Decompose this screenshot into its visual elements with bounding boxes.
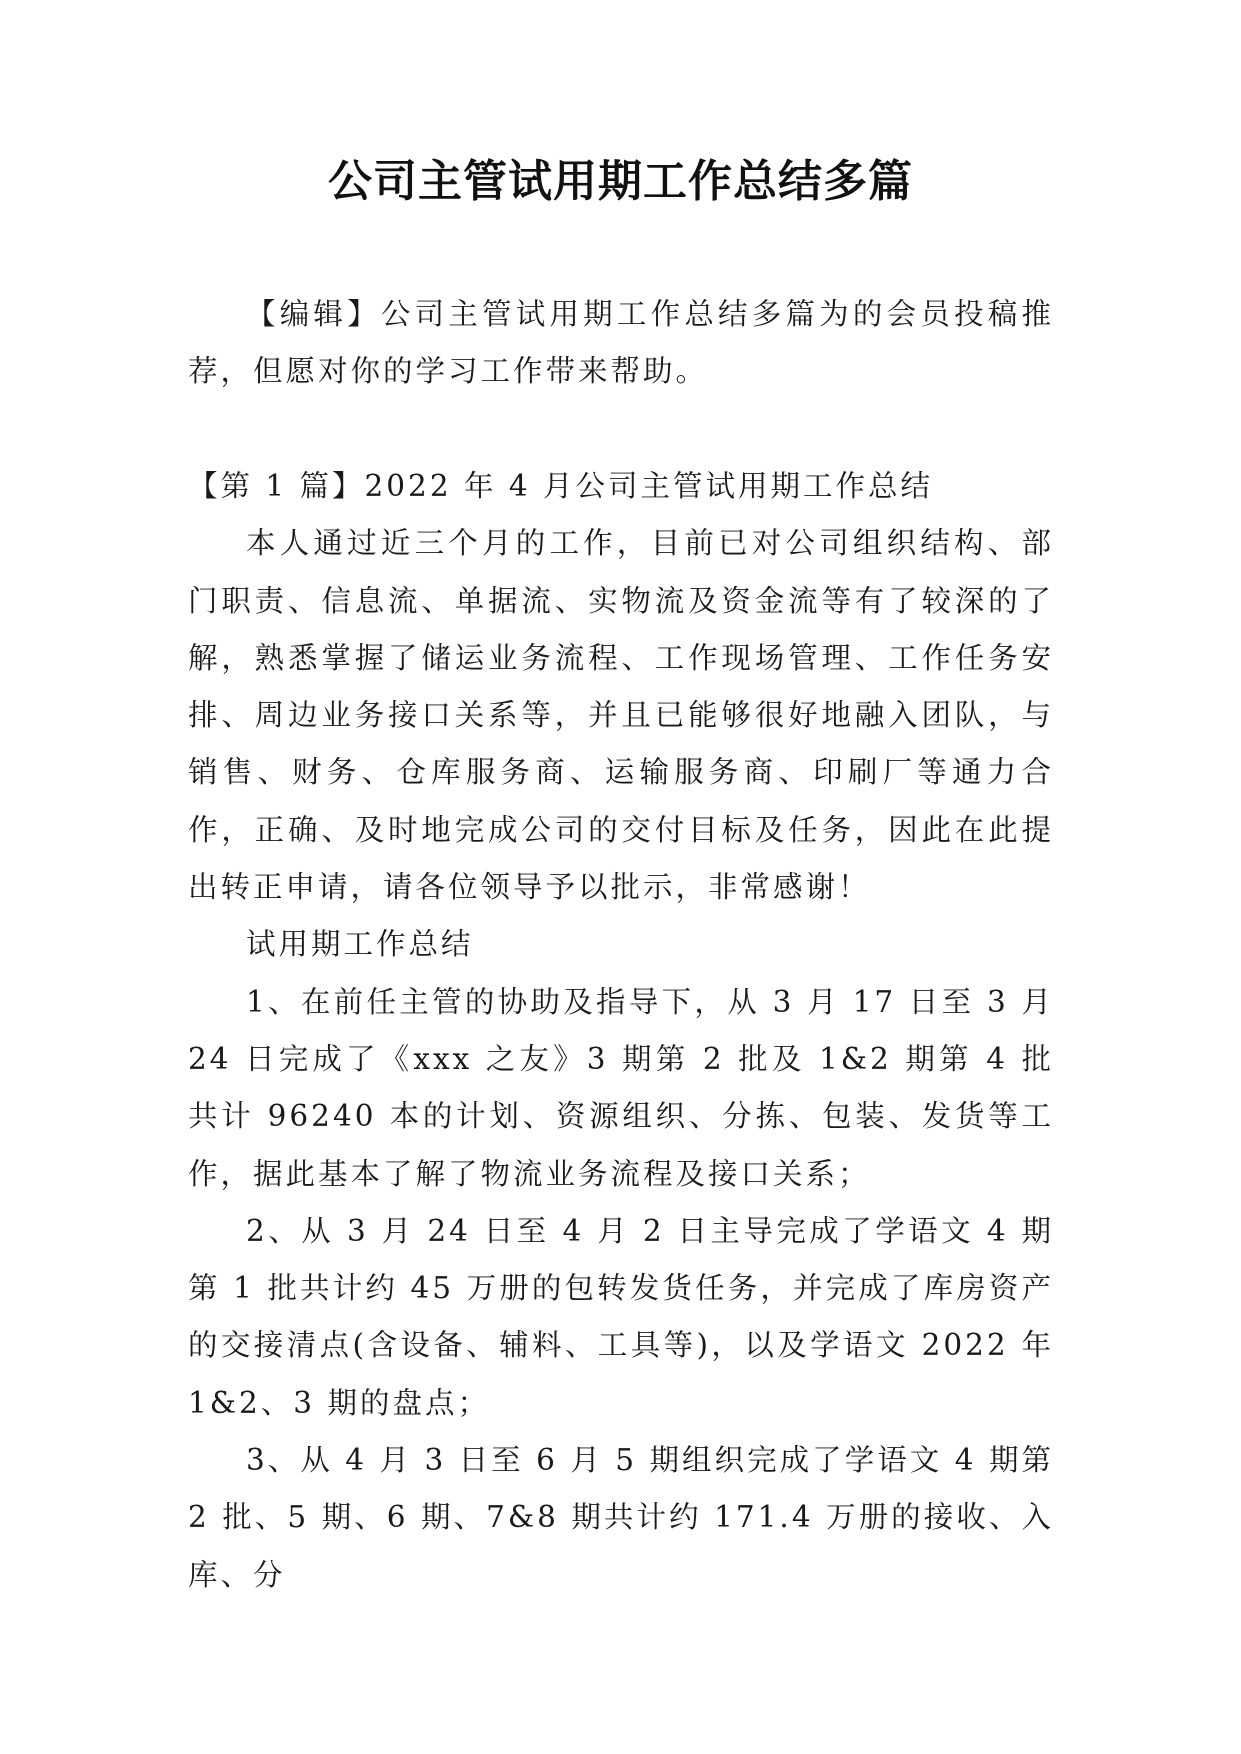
paragraph-item-3: 3、从 4 月 3 日至 6 月 5 期组织完成了学语文 4 期第 2 批、5 期、6 期、7&8 期共计约 171.4 万册的接收、入库、分	[188, 1443, 1054, 1592]
paragraph-item-1: 1、在前任主管的协助及指导下，从 3 月 17 日至 3 月 24 日完成了《xxx 之友》3 期第 2 批及 1&2 期第 4 批共计 96240 本的计划、资源组织、分拣、包装、发货等工作，据此基本了解了物流业务流程及接口关系；	[188, 984, 1054, 1191]
paragraph-1: 本人通过近三个月的工作，目前已对公司组织结构、部门职责、信息流、单据流、实物流及资金流等有了较深的了解，熟悉掌握了储运业务流程、工作现场管理、工作任务安排、周边业务接口关系等，并且已能够很好地融入团队，与销售、财务、仓库服务商、运输服务商、印刷厂等通力合作，正确、及时地完成公司的交付目标及任务，因此在此提出转正申请，请各位领导予以批示，非常感谢！	[188, 526, 1054, 905]
section-1	[188, 458, 1054, 1604]
section-heading: 【第 1 篇】2022 年 4 月公司主管试用期工作总结	[188, 469, 933, 503]
intro-paragraph: 【编辑】公司主管试用期工作总结多篇为的会员投稿推荐，但愿对你的学习工作带来帮助。	[188, 297, 1054, 389]
paragraph-subheading: 试用期工作总结	[246, 927, 474, 962]
intro-block	[188, 286, 1054, 401]
paragraph-item-2: 2、从 3 月 24 日至 4 月 2 日主导完成了学语文 4 期第 1 批共计约 45 万册的包转发货任务，并完成了库房资产的交接清点(含设备、辅料、工具等)，以及学语文 2022 年 1&2、3 期的盘点；	[188, 1213, 1054, 1420]
document-title: 公司主管试用期工作总结多篇	[328, 156, 913, 207]
